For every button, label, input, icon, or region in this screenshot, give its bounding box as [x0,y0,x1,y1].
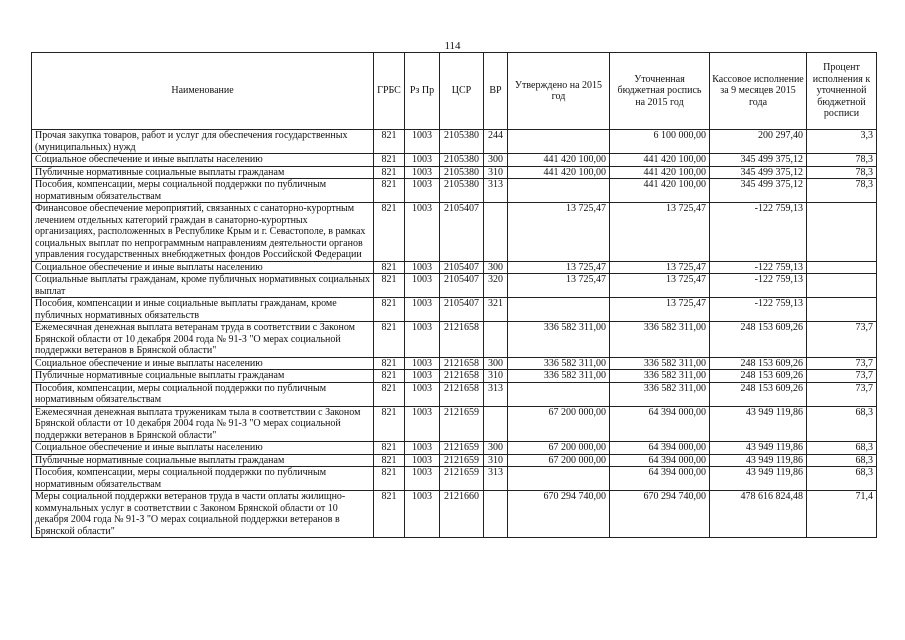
cell-vr: 310 [484,166,508,179]
cell-approved [508,298,610,322]
cell-csr: 2121658 [440,357,484,370]
cell-rzpr: 1003 [405,154,440,167]
cell-rzpr: 1003 [405,442,440,455]
cell-vr: 321 [484,298,508,322]
cell-refined: 64 394 000,00 [610,467,710,491]
cell-refined: 336 582 311,00 [610,382,710,406]
cell-rzpr: 1003 [405,491,440,538]
table-header-row [32,53,877,130]
cell-percent: 68,3 [807,454,877,467]
cell-refined: 13 725,47 [610,261,710,274]
cell-vr: 320 [484,274,508,298]
cell-grbs: 821 [374,298,405,322]
cell-approved: 336 582 311,00 [508,370,610,383]
cell-grbs: 821 [374,261,405,274]
header-grbs: ГРБС [374,53,405,130]
cell-vr: 244 [484,130,508,154]
cell-name: Социальное обеспечение и иные выплаты населению [32,442,374,455]
cell-approved [508,179,610,203]
cell-grbs: 821 [374,467,405,491]
cell-vr: 310 [484,370,508,383]
header-refined: Уточненная бюджетная роспись на 2015 год [610,53,710,130]
cell-grbs: 821 [374,203,405,262]
cell-name: Социальное обеспечение и иные выплаты населению [32,357,374,370]
cell-percent: 78,3 [807,154,877,167]
cell-csr: 2105407 [440,203,484,262]
cell-grbs: 821 [374,382,405,406]
cell-approved: 336 582 311,00 [508,322,610,358]
cell-refined: 13 725,47 [610,274,710,298]
cell-approved: 441 420 100,00 [508,166,610,179]
cell-rzpr: 1003 [405,298,440,322]
cell-grbs: 821 [374,491,405,538]
cell-cash: 248 153 609,26 [710,382,807,406]
cell-percent: 73,7 [807,370,877,383]
cell-grbs: 821 [374,370,405,383]
table-row [32,274,877,298]
cell-cash: 43 949 119,86 [710,454,807,467]
cell-cash: 345 499 375,12 [710,154,807,167]
cell-csr: 2121659 [440,454,484,467]
cell-vr [484,322,508,358]
cell-grbs: 821 [374,274,405,298]
table-body [32,130,877,538]
cell-cash: -122 759,13 [710,203,807,262]
cell-percent: 73,7 [807,322,877,358]
cell-percent [807,274,877,298]
cell-approved: 670 294 740,00 [508,491,610,538]
cell-percent: 68,3 [807,406,877,442]
cell-cash: 43 949 119,86 [710,442,807,455]
table-row [32,382,877,406]
header-rzpr: Рз Пр [405,53,440,130]
cell-percent: 68,3 [807,442,877,455]
cell-csr: 2121659 [440,442,484,455]
cell-grbs: 821 [374,357,405,370]
cell-vr [484,203,508,262]
cell-cash: 248 153 609,26 [710,370,807,383]
cell-refined: 64 394 000,00 [610,442,710,455]
cell-vr: 300 [484,357,508,370]
cell-rzpr: 1003 [405,130,440,154]
cell-approved: 336 582 311,00 [508,357,610,370]
cell-vr [484,406,508,442]
cell-approved: 13 725,47 [508,261,610,274]
cell-name: Публичные нормативные социальные выплаты гражданам [32,166,374,179]
cell-rzpr: 1003 [405,261,440,274]
cell-grbs: 821 [374,130,405,154]
cell-percent [807,298,877,322]
cell-vr: 313 [484,382,508,406]
cell-rzpr: 1003 [405,357,440,370]
cell-grbs: 821 [374,179,405,203]
cell-approved: 67 200 000,00 [508,442,610,455]
cell-name: Публичные нормативные социальные выплаты гражданам [32,370,374,383]
header-vr: ВР [484,53,508,130]
cell-vr [484,491,508,538]
cell-refined: 64 394 000,00 [610,406,710,442]
header-approved: Утверждено на 2015 год [508,53,610,130]
cell-rzpr: 1003 [405,322,440,358]
cell-name: Прочая закупка товаров, работ и услуг для обеспечения государственных (муниципальных) нужд [32,130,374,154]
cell-percent: 73,7 [807,357,877,370]
cell-csr: 2121658 [440,370,484,383]
table-row [32,491,877,538]
cell-refined: 6 100 000,00 [610,130,710,154]
table-row [32,322,877,358]
cell-cash: 478 616 824,48 [710,491,807,538]
cell-rzpr: 1003 [405,166,440,179]
cell-csr: 2121660 [440,491,484,538]
cell-cash: 248 153 609,26 [710,357,807,370]
cell-percent: 3,3 [807,130,877,154]
table-row [32,130,877,154]
cell-refined: 336 582 311,00 [610,357,710,370]
cell-refined: 13 725,47 [610,298,710,322]
table-row [32,467,877,491]
table-row [32,454,877,467]
header-name: Наименование [32,53,374,130]
cell-grbs: 821 [374,166,405,179]
cell-vr: 313 [484,179,508,203]
cell-csr: 2105407 [440,261,484,274]
cell-percent: 68,3 [807,467,877,491]
cell-csr: 2105380 [440,166,484,179]
cell-approved [508,467,610,491]
table-row [32,154,877,167]
cell-refined: 670 294 740,00 [610,491,710,538]
header-percent: Процент исполнения к уточненной бюджетной росписи [807,53,877,130]
cell-refined: 336 582 311,00 [610,370,710,383]
cell-percent: 71,4 [807,491,877,538]
cell-approved [508,130,610,154]
cell-name: Меры социальной поддержки ветеранов труда в части оплаты жилищно-коммунальных услуг в соответствии с Законом Брянской области от 10 декабря 2004 года № 91-З "О мерах социальной поддержки ветеранов в Брянской области" [32,491,374,538]
cell-refined: 441 420 100,00 [610,179,710,203]
cell-percent: 73,7 [807,382,877,406]
cell-vr: 300 [484,154,508,167]
table-row [32,442,877,455]
cell-grbs: 821 [374,454,405,467]
table-row [32,370,877,383]
cell-percent [807,203,877,262]
table-row [32,166,877,179]
cell-rzpr: 1003 [405,179,440,203]
cell-approved: 441 420 100,00 [508,154,610,167]
cell-rzpr: 1003 [405,467,440,491]
cell-rzpr: 1003 [405,370,440,383]
cell-name: Финансовое обеспечение мероприятий, связанных с санаторно-курортным лечением отдельных категорий граждан в санаторно-курортных организациях, расположенных в Республике Крым и г. Севастополе, в рамках социальных выплат по непрограммным направлениям деятельности органов управления государственных внебюджетных фондов Российской Федерации [32,203,374,262]
cell-csr: 2105380 [440,154,484,167]
cell-approved: 13 725,47 [508,203,610,262]
cell-name: Пособия, компенсации, меры социальной поддержки по публичным нормативным обязательствам [32,179,374,203]
cell-cash: 345 499 375,12 [710,179,807,203]
budget-execution-table [31,52,877,538]
cell-name: Пособия, компенсации, меры социальной поддержки по публичным нормативным обязательствам [32,382,374,406]
cell-name: Социальное обеспечение и иные выплаты населению [32,261,374,274]
cell-csr: 2121659 [440,467,484,491]
cell-rzpr: 1003 [405,274,440,298]
cell-rzpr: 1003 [405,454,440,467]
cell-refined: 441 420 100,00 [610,166,710,179]
cell-cash: 345 499 375,12 [710,166,807,179]
cell-rzpr: 1003 [405,382,440,406]
cell-refined: 441 420 100,00 [610,154,710,167]
cell-name: Ежемесячная денежная выплата труженикам тыла в соответствии с Законом Брянской области от 10 декабря 2004 года № 91-З "О мерах социальной поддержки ветеранов в Брянской области" [32,406,374,442]
cell-rzpr: 1003 [405,203,440,262]
cell-vr: 313 [484,467,508,491]
cell-csr: 2105407 [440,298,484,322]
cell-name: Социальное обеспечение и иные выплаты населению [32,154,374,167]
table-row [32,406,877,442]
cell-percent: 78,3 [807,166,877,179]
cell-cash: -122 759,13 [710,274,807,298]
cell-cash: 248 153 609,26 [710,322,807,358]
cell-name: Социальные выплаты гражданам, кроме публичных нормативных социальных выплат [32,274,374,298]
table-row [32,357,877,370]
cell-name: Пособия, компенсации и иные социальные выплаты гражданам, кроме публичных нормативных обязательств [32,298,374,322]
cell-percent [807,261,877,274]
cell-grbs: 821 [374,154,405,167]
cell-approved: 67 200 000,00 [508,406,610,442]
cell-vr: 310 [484,454,508,467]
table-row [32,261,877,274]
cell-cash: 43 949 119,86 [710,467,807,491]
cell-cash: 43 949 119,86 [710,406,807,442]
cell-refined: 64 394 000,00 [610,454,710,467]
cell-vr: 300 [484,442,508,455]
cell-csr: 2105380 [440,179,484,203]
cell-name: Пособия, компенсации, меры социальной поддержки по публичным нормативным обязательствам [32,467,374,491]
cell-csr: 2121658 [440,322,484,358]
cell-grbs: 821 [374,406,405,442]
cell-name: Ежемесячная денежная выплата ветеранам труда в соответствии с Законом Брянской области от 10 декабря 2004 года № 91-З "О мерах социальной поддержки ветеранов в Брянской области" [32,322,374,358]
cell-vr: 300 [484,261,508,274]
cell-refined: 336 582 311,00 [610,322,710,358]
header-csr: ЦСР [440,53,484,130]
cell-csr: 2105407 [440,274,484,298]
cell-rzpr: 1003 [405,406,440,442]
cell-approved: 67 200 000,00 [508,454,610,467]
table-row [32,298,877,322]
cell-grbs: 821 [374,442,405,455]
cell-approved: 13 725,47 [508,274,610,298]
page-number: 114 [444,40,461,52]
cell-cash: -122 759,13 [710,261,807,274]
table-row [32,203,877,262]
cell-cash: -122 759,13 [710,298,807,322]
cell-cash: 200 297,40 [710,130,807,154]
table-row [32,179,877,203]
cell-csr: 2105380 [440,130,484,154]
cell-name: Публичные нормативные социальные выплаты гражданам [32,454,374,467]
cell-csr: 2121659 [440,406,484,442]
cell-grbs: 821 [374,322,405,358]
cell-approved [508,382,610,406]
header-cash: Кассовое исполнение за 9 месяцев 2015 года [710,53,807,130]
cell-csr: 2121658 [440,382,484,406]
cell-refined: 13 725,47 [610,203,710,262]
cell-percent: 78,3 [807,179,877,203]
